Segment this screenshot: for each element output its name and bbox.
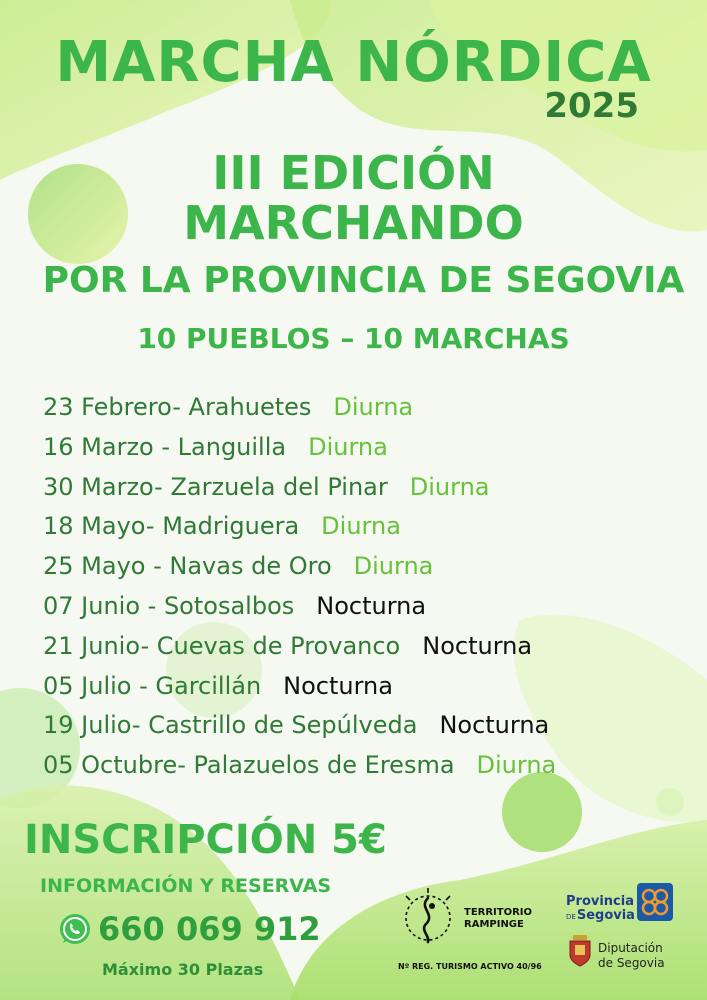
event-type: Diurna	[476, 751, 557, 780]
subtitle: MARCHANDO	[183, 196, 524, 250]
diputacion-line: de Segovia	[598, 956, 665, 970]
territorio-name	[464, 907, 532, 931]
provincia-emblem-icon	[637, 883, 673, 921]
event-name: 05 Julio - Garcillán	[43, 671, 262, 700]
event-type: Nocturna	[283, 671, 393, 700]
schedule-row	[43, 667, 556, 707]
event-name: 07 Junio - Sotosalbos	[43, 591, 295, 620]
provincia-segovia-logo-text	[566, 895, 635, 924]
territorio-rampinge-logo	[396, 884, 460, 954]
provincia-line: Segovia	[576, 908, 635, 923]
tourism-registry: Nº REG. TURISMO ACTIVO 40/96	[398, 962, 542, 971]
region: POR LA PROVINCIA DE SEGOVIA	[42, 260, 685, 301]
year: 2025	[544, 86, 639, 126]
schedule-row	[43, 746, 556, 786]
event-type: Diurna	[353, 552, 434, 581]
territorio-line: TERRITORIO	[464, 907, 533, 918]
event-type: Nocturna	[316, 591, 427, 620]
event-name: 19 Julio- Castrillo de Sepúlveda	[43, 711, 418, 740]
schedule-row	[43, 547, 556, 587]
info-heading: INFORMACIÓN Y RESERVAS	[40, 875, 332, 897]
phone-contact[interactable]	[58, 910, 321, 948]
event-type: Nocturna	[439, 711, 550, 740]
event-type: Diurna	[308, 432, 388, 461]
max-places: Máximo 30 Plazas	[102, 960, 264, 979]
provincia-small: DE	[566, 913, 576, 921]
edition: III EDICIÓN	[212, 146, 495, 200]
event-name: 21 Junio- Cuevas de Provanco	[43, 631, 401, 660]
provincia-line: Provincia	[566, 894, 634, 909]
event-name: 25 Mayo - Navas de Oro	[43, 552, 332, 581]
summary: 10 PUEBLOS – 10 MARCHAS	[137, 322, 570, 355]
whatsapp-icon	[58, 912, 92, 946]
event-type: Diurna	[409, 472, 490, 501]
schedule-row	[43, 468, 556, 508]
diputacion-shield-icon	[568, 935, 592, 967]
event-name: 23 Febrero- Arahuetes	[43, 393, 312, 421]
diputacion-segovia	[598, 941, 665, 971]
event-name: 16 Marzo - Languilla	[43, 432, 287, 461]
schedule-list	[43, 388, 556, 786]
territorio-line: RAMPINGE	[464, 919, 524, 930]
event-name: 05 Octubre- Palazuelos de Eresma	[43, 751, 455, 780]
poster-title: MARCHA NÓRDICA	[55, 30, 652, 95]
registration-price: INSCRIPCIÓN 5€	[24, 817, 387, 863]
event-name: 30 Marzo- Zarzuela del Pinar	[43, 472, 388, 501]
event-type: Diurna	[333, 393, 414, 421]
schedule-row	[43, 627, 556, 667]
schedule-row	[43, 388, 556, 428]
schedule-row	[43, 428, 556, 468]
phone-number: 660 069 912	[98, 910, 321, 948]
event-type: Nocturna	[422, 631, 533, 660]
event-name: 18 Mayo- Madriguera	[43, 512, 300, 541]
schedule-row	[43, 706, 556, 746]
schedule-row	[43, 587, 556, 627]
schedule-row	[43, 507, 556, 547]
event-type: Diurna	[321, 512, 401, 541]
diputacion-line: Diputación	[598, 941, 663, 955]
